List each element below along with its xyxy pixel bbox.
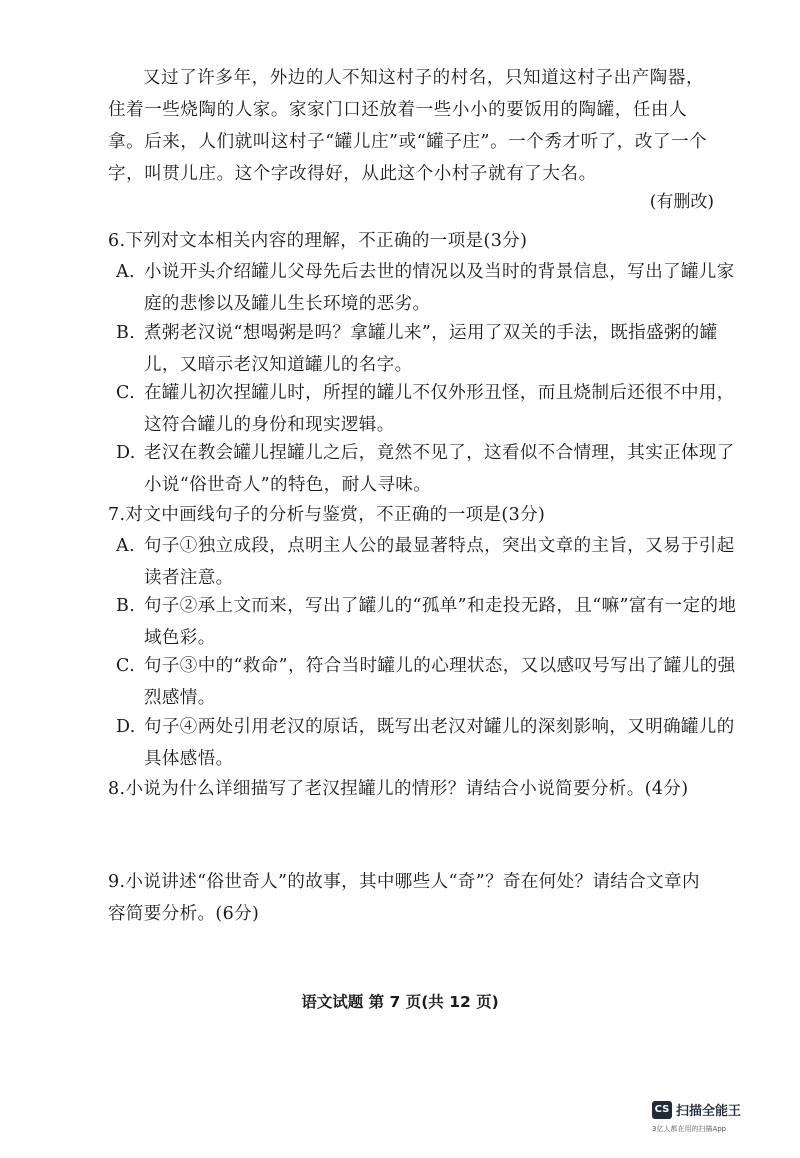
question-6-stem: 6.下列对文本相关内容的理解，不正确的一项是(3分) xyxy=(108,231,528,251)
option-text: 句子③中的“救命”，符合当时罐儿的心理状态，又以感叹号写出了罐儿的强烈感情。 xyxy=(144,656,736,708)
question-6-option-a xyxy=(116,256,740,320)
option-text: 老汉在教会罐儿捏罐儿之后，竟然不见了，这看似不合情理，其实正体现了小说“俗世奇人”的特色，耐人寻味。 xyxy=(144,443,735,495)
question-7-option-b xyxy=(116,590,740,654)
option-text: 句子②承上文而来，写出了罐儿的“孤单”和走投无路，且“嘛”富有一定的地域色彩。 xyxy=(144,596,737,648)
question-7-option-c xyxy=(116,650,740,714)
option-letter: C. xyxy=(116,656,136,676)
option-letter: A. xyxy=(116,262,136,282)
question-9-stem: 9.小说讲述“俗世奇人”的故事，其中哪些人“奇”？奇在何处？请结合文章内容简要分析。(6分) xyxy=(108,872,700,924)
option-text: 煮粥老汉说“想喝粥是吗？拿罐儿来”，运用了双关的手法，既指盛粥的罐儿，又暗示老汉知道罐儿的名字。 xyxy=(144,323,718,375)
option-text: 句子①独立成段，点明主人公的最显著特点，突出文章的主旨，又易于引起读者注意。 xyxy=(144,536,735,588)
option-text: 句子④两处引用老汉的原话，既写出老汉对罐儿的深刻影响，又明确罐儿的具体感悟。 xyxy=(144,717,735,769)
camscanner-logo-icon: CS xyxy=(652,1101,672,1119)
question-6-option-b xyxy=(116,317,740,381)
page-footer: 语文试题 第 7 页(共 12 页) xyxy=(301,993,499,1011)
question-7-stem: 7.对文中画线句子的分析与鉴赏，不正确的一项是(3分) xyxy=(108,505,546,525)
option-letter: D. xyxy=(116,443,136,463)
watermark-subtitle: 3亿人都在用的扫描App xyxy=(652,1125,727,1133)
question-6-option-d xyxy=(116,437,740,501)
question-6-option-c xyxy=(116,377,740,441)
option-text: 小说开头介绍罐儿父母先后去世的情况以及当时的背景信息，写出了罐儿家庭的悲惨以及罐儿生长环境的恶劣。 xyxy=(144,262,735,314)
option-letter: B. xyxy=(116,323,136,343)
question-7-option-a xyxy=(116,530,740,594)
option-text: 在罐儿初次捏罐儿时，所捏的罐儿不仅外形丑怪，而且烧制后还很不中用，这符合罐儿的身份和现实逻辑。 xyxy=(144,383,735,435)
question-8-stem: 8.小说为什么详细描写了老汉捏罐儿的情形？请结合小说简要分析。(4分) xyxy=(108,779,689,799)
passage-note: (有删改) xyxy=(649,192,714,212)
option-letter: D. xyxy=(116,717,136,737)
question-7-option-d xyxy=(116,711,740,775)
passage-paragraph: 又过了许多年，外边的人不知这村子的村名，只知道这村子出产陶器，住着一些烧陶的人家。家家门口还放着一些小小的要饭用的陶罐，任由人拿。后来，人们就叫这村子“罐儿庄”或“罐子庄”。一个秀才听了，改了一个字，叫贯儿庄。这个字改得好，从此这个小村子就有了大名。 xyxy=(108,68,708,184)
scanner-watermark xyxy=(652,1101,762,1139)
option-letter: A. xyxy=(116,536,136,556)
option-letter: B. xyxy=(116,596,136,616)
option-letter: C. xyxy=(116,383,136,403)
watermark-title: 扫描全能王 xyxy=(676,1104,742,1119)
